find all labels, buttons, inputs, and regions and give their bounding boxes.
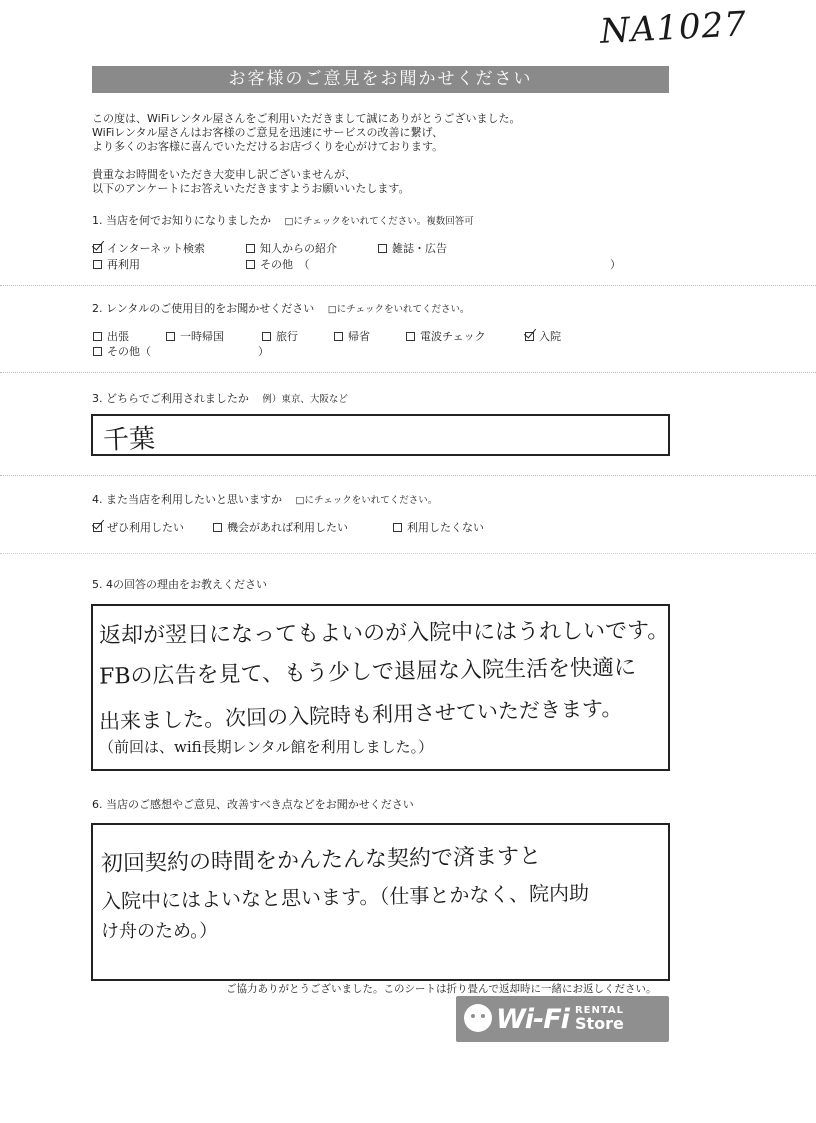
- q1-close-paren: ）: [610, 258, 621, 271]
- form-title: お客様のご意見をお聞かせください: [92, 66, 669, 93]
- question-5: [92, 576, 267, 592]
- wifi-rental-store-logo: [456, 996, 669, 1042]
- intro-line: WiFiレンタル屋さんはお客様のご意見を迅速にサービスの改善に繋げ、: [92, 126, 444, 139]
- checkbox[interactable]: [93, 523, 102, 532]
- checkbox[interactable]: [525, 332, 534, 341]
- reference-number: NA1027: [599, 4, 748, 52]
- checkbox[interactable]: [393, 523, 402, 532]
- q1-option-magazine[interactable]: 雑誌・広告: [378, 240, 447, 256]
- q6-answer-line: け舟のため。）: [101, 921, 218, 942]
- footer-note: ご協力ありがとうございました。このシートは折り畳んで返却時に一緒にお返しください。: [226, 983, 657, 995]
- question-3: [92, 390, 348, 406]
- checkbox[interactable]: [246, 244, 255, 253]
- q1-option-other[interactable]: その他 （: [246, 256, 310, 272]
- q1-option-reuse[interactable]: 再利用: [93, 256, 140, 272]
- q2-option-travel[interactable]: 旅行: [262, 328, 298, 344]
- question-5-label: 5. 4の回答の理由をお教えください: [92, 578, 267, 591]
- question-6: [92, 796, 414, 812]
- q2-option-other[interactable]: その他（: [93, 343, 151, 359]
- q2-option-business[interactable]: 出張: [93, 328, 129, 344]
- q3-answer-box[interactable]: [91, 414, 670, 456]
- q2-option-hospital[interactable]: 入院: [525, 328, 561, 344]
- divider: [0, 285, 816, 286]
- question-1: [92, 212, 474, 228]
- q2-option-signal-check[interactable]: 電波チェック: [406, 328, 486, 344]
- q1-option-referral[interactable]: 知人からの紹介: [246, 240, 337, 256]
- question-4: [92, 491, 437, 507]
- checkbox[interactable]: [378, 244, 387, 253]
- q6-answer-line: 入院中にはよいなと思います。（仕事とかなく、院内助: [100, 880, 590, 914]
- q4-option-no[interactable]: 利用したくない: [393, 519, 484, 535]
- logo-wifi: Wi-Fi: [496, 1003, 569, 1035]
- mascot-icon: [464, 1004, 492, 1032]
- q2-option-temp-return[interactable]: 一時帰国: [166, 328, 224, 344]
- q6-answer-line: 初回契約の時間をかんたんな契約で済ますと: [100, 844, 542, 877]
- question-2: [92, 300, 469, 316]
- q5-answer-line: 出来ました。次回の入院時も利用させていただきます。: [98, 696, 623, 734]
- intro-line: この度は、WiFiレンタル屋さんをご利用いただきまして誠にありがとうございました。: [92, 112, 521, 125]
- question-3-note: 例）東京、大阪など: [262, 394, 348, 405]
- q5-answer-box[interactable]: [91, 604, 670, 771]
- q6-answer-box[interactable]: [91, 823, 670, 981]
- question-1-note: □にチェックをいれてください。複数回答可: [284, 216, 474, 227]
- question-4-note: □にチェックをいれてください。: [295, 495, 438, 506]
- intro-line: 以下のアンケートにお答えいただきますようお願いいたします。: [92, 182, 410, 195]
- checkbox[interactable]: [406, 332, 415, 341]
- checkbox[interactable]: [246, 260, 255, 269]
- q5-answer-line: 返却が翌日になってもよいのが入院中にはうれしいです。: [98, 618, 670, 649]
- q5-answer-line: （前回は、wifi長期レンタル館を利用しました。）: [99, 738, 434, 756]
- q4-option-maybe[interactable]: 機会があれば利用したい: [213, 519, 348, 535]
- q2-close-paren: ）: [258, 345, 269, 358]
- logo-rental: RENTAL: [574, 1005, 625, 1016]
- question-6-label: 6. 当店のご感想やご意見、改善すべき点などをお聞かせください: [92, 798, 414, 811]
- q3-answer: 千葉: [102, 424, 156, 456]
- intro-line: より多くのお客様に喜んでいただけるお店づくりを心がけております。: [92, 140, 444, 153]
- divider: [0, 475, 816, 476]
- checkbox[interactable]: [262, 332, 271, 341]
- intro-line: 貴重なお時間をいただき大変申し訳ございませんが、: [92, 168, 356, 181]
- q4-option-definitely[interactable]: ぜひ利用したい: [93, 519, 184, 535]
- checkbox[interactable]: [93, 332, 102, 341]
- divider: [0, 372, 816, 373]
- intro-text: [92, 112, 521, 196]
- question-4-label: 4. また当店を利用したいと思いますか: [92, 493, 282, 506]
- question-3-label: 3. どちらでご利用されましたか: [92, 392, 249, 405]
- checkbox[interactable]: [93, 260, 102, 269]
- question-2-label: 2. レンタルのご使用目的をお聞かせください: [92, 302, 315, 315]
- divider: [0, 553, 816, 554]
- checkbox[interactable]: [166, 332, 175, 341]
- checkbox[interactable]: [334, 332, 343, 341]
- q2-option-homecoming[interactable]: 帰省: [334, 328, 370, 344]
- checkbox[interactable]: [93, 244, 102, 253]
- logo-store: Store: [574, 1014, 624, 1033]
- q5-answer-line: FBの広告を見て、もう少しで退屈な入院生活を快適に: [98, 655, 637, 690]
- question-1-label: 1. 当店を何でお知りになりましたか: [92, 214, 271, 227]
- checkbox[interactable]: [213, 523, 222, 532]
- question-2-note: □にチェックをいれてください。: [327, 304, 470, 315]
- q1-option-internet[interactable]: インターネット検索: [93, 240, 205, 256]
- checkbox[interactable]: [93, 347, 102, 356]
